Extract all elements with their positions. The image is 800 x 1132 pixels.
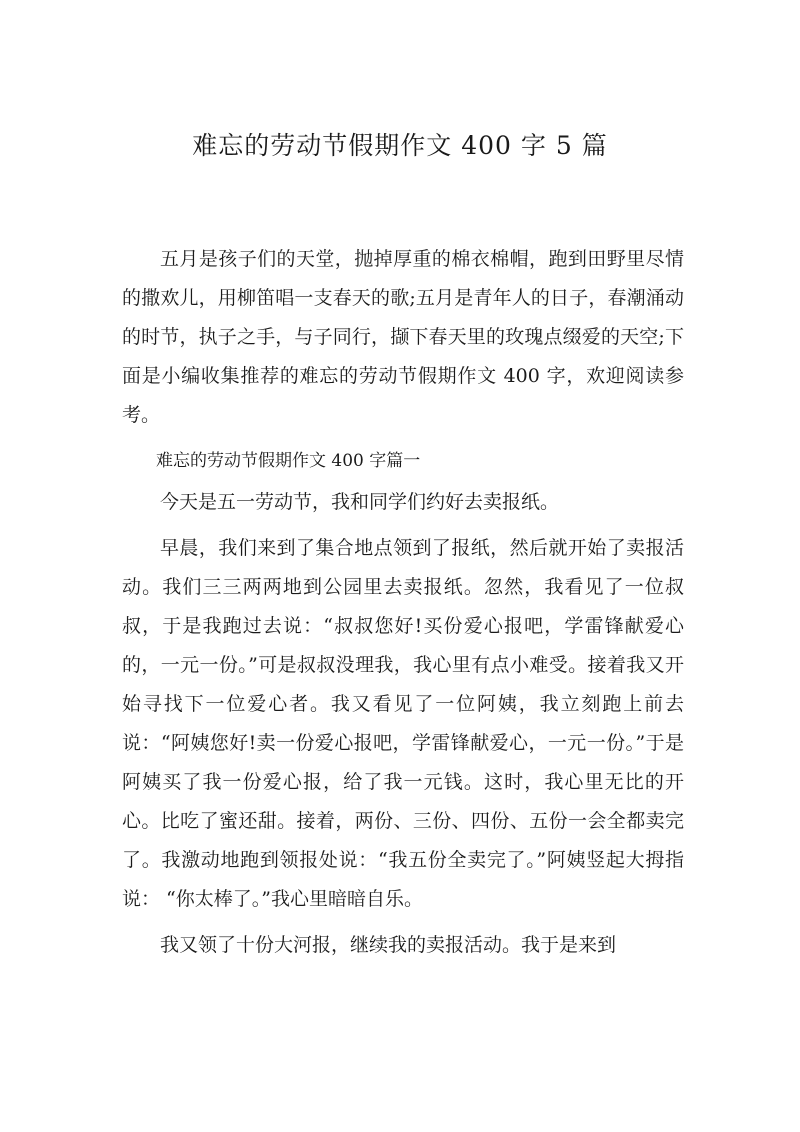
section-heading: 难忘的劳动节假期作文 400 字篇一	[156, 451, 421, 471]
body-paragraph: 我又领了十份大河报，继续我的卖报活动。我于是来到	[160, 934, 617, 956]
intro-paragraph: 五月是孩子们的天堂，抛掉厚重的棉衣棉帽，跑到田野里尽情的撒欢儿，用柳笛唱一支春天的歌;五月是青年人的日子，春潮涌动的时节，执子之手，与子同行，撷下春天里的玫瑰点缀爱的天空;下面是小编收集推荐的难忘的劳动节假期作文 400 字，欢迎阅读参考。	[122, 248, 684, 426]
body-paragraph: 今天是五一劳动节，我和同学们约好去卖报纸。	[160, 491, 560, 513]
body-paragraph: 早晨，我们来到了集合地点领到了报纸，然后就开始了卖报活动。我们三三两两地到公园里去卖报纸。忽然，我看见了一位叔叔，于是我跑过去说：“叔叔您好!买份爱心报吧，学雷锋献爱心的，一元一份。”可是叔叔没理我，我心里有点小难受。接着我又开始寻找下一位爱心者。我又看见了一位阿姨，我立刻跑上前去说：“阿姨您好!卖一份爱心报吧，学雷锋献爱心，一元一份。”于是阿姨买了我一份爱心报，给了我一元钱。这时，我心里无比的开心。比吃了蜜还甜。接着，两份、三份、四份、五份一会全都卖完了。我激动地跑到领报处说：“我五份全卖完了。”阿姨竖起大拇指说： “你太棒了。”我心里暗暗自乐。	[122, 537, 684, 910]
document-title: 难忘的劳动节假期作文 400 字 5 篇	[192, 131, 608, 160]
document-body	[122, 240, 684, 972]
